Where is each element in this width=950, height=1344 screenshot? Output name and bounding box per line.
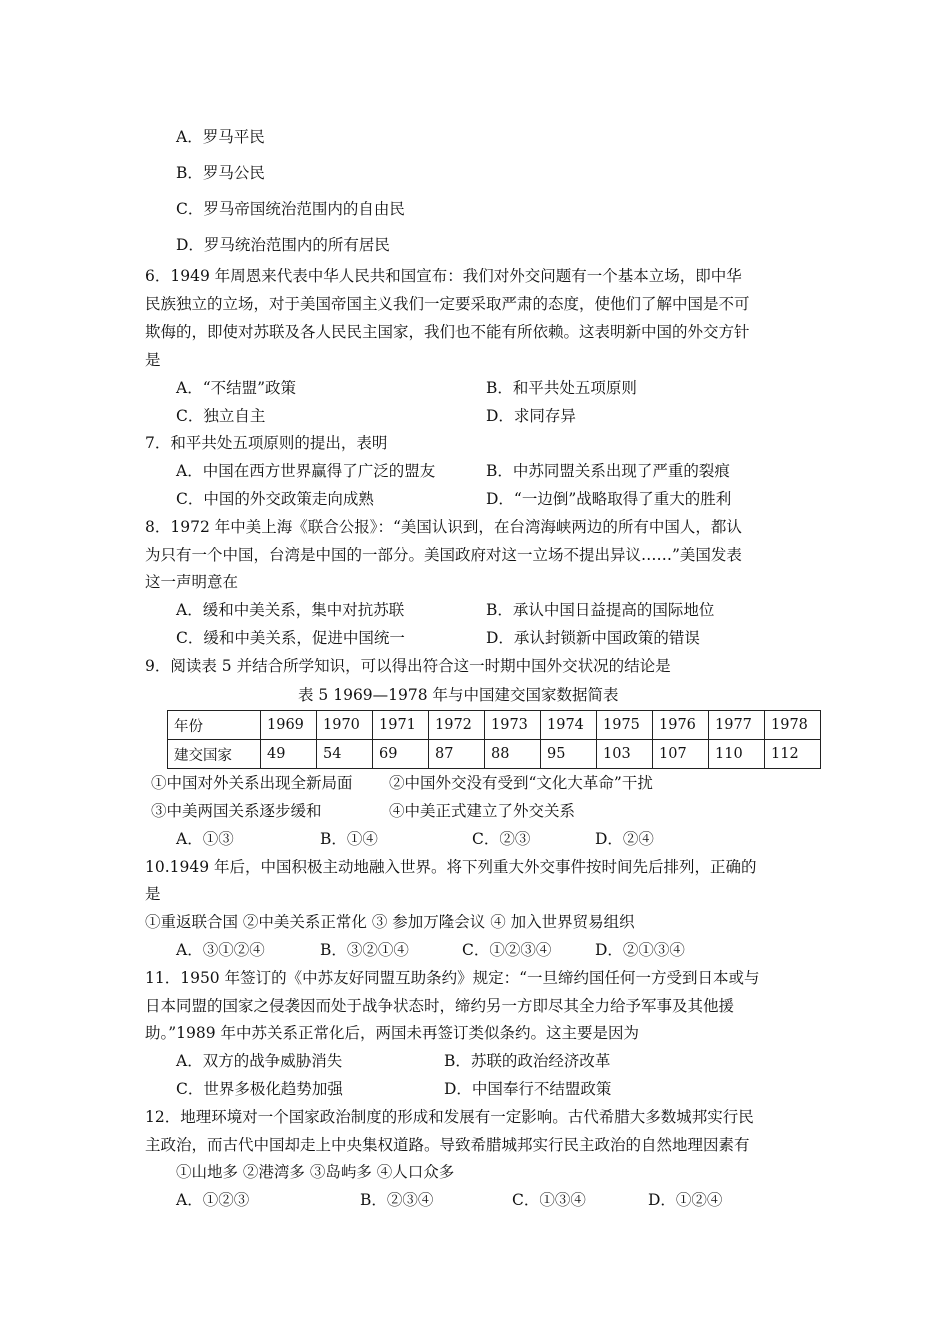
table-cell-year: 1977 bbox=[709, 711, 765, 740]
q9-option-c: C．②③ bbox=[472, 830, 531, 848]
table-cell-count: 103 bbox=[597, 740, 653, 769]
table-cell-year: 1971 bbox=[373, 711, 429, 740]
q11-option-d: D．中国奉行不结盟政策 bbox=[444, 1080, 612, 1098]
q6-option-a: A．“不结盟”政策 bbox=[176, 379, 297, 397]
q6-stem-line3: 欺侮的，即使对苏联及各人民民主国家，我们也不能有所依赖。这表明新中国的外交方针 bbox=[145, 323, 750, 341]
q12-option-b: B．②③④ bbox=[360, 1191, 434, 1209]
q6-option-c: C．独立自主 bbox=[176, 407, 266, 425]
q11-option-c: C．世界多极化趋势加强 bbox=[176, 1080, 343, 1098]
q8-option-c: C．缓和中美关系，促进中国统一 bbox=[176, 629, 405, 647]
q5-option-a: A．罗马平民 bbox=[176, 128, 265, 146]
table-cell-count: 95 bbox=[541, 740, 597, 769]
q6-stem-line1: 6．1949 年周恩来代表中华人民共和国宣布：我们对外交问题有一个基本立场，即中华 bbox=[145, 267, 742, 285]
q9-statement-1: ①中国对外关系出现全新局面 bbox=[151, 774, 353, 792]
q6-stem-line4: 是 bbox=[145, 351, 161, 369]
q11-stem-line2: 日本同盟的国家之侵袭因而处于战争状态时，缔约另一方即尽其全力给予军事及其他援 bbox=[145, 997, 735, 1015]
q8-stem-line2: 为只有一个中国，台湾是中国的一部分。美国政府对这一立场不提出异议……”美国发表 bbox=[145, 546, 742, 564]
q10-stem-line1: 10.1949 年后，中国积极主动地融入世界。将下列重大外交事件按时间先后排列，正确的 bbox=[145, 858, 757, 876]
q12-option-c: C．①③④ bbox=[512, 1191, 586, 1209]
table-cell-count: 112 bbox=[765, 740, 821, 769]
q12-factors: ①山地多 ②港湾多 ③岛屿多 ④人口众多 bbox=[176, 1163, 455, 1181]
q9-stem: 9．阅读表 5 并结合所学知识，可以得出符合这一时期中国外交状况的结论是 bbox=[145, 657, 671, 675]
table-cell-year: 1973 bbox=[485, 711, 541, 740]
table-cell-count: 54 bbox=[317, 740, 373, 769]
q7-option-c: C．中国的外交政策走向成熟 bbox=[176, 490, 374, 508]
table-cell-count: 87 bbox=[429, 740, 485, 769]
q11-option-b: B．苏联的政治经济改革 bbox=[444, 1052, 611, 1070]
table-row-label: 建交国家 bbox=[168, 740, 261, 769]
table-cell-count: 69 bbox=[373, 740, 429, 769]
q7-stem: 7．和平共处五项原则的提出，表明 bbox=[145, 434, 388, 452]
q12-option-a: A．①②③ bbox=[176, 1191, 250, 1209]
table-cell-year: 1978 bbox=[765, 711, 821, 740]
q11-stem-line1: 11．1950 年签订的《中苏友好同盟互助条约》规定：“一旦缔约国任何一方受到日本或与 bbox=[145, 969, 760, 987]
q12-stem-line2: 主政治，而古代中国却走上中央集权道路。导致希腊城邦实行民主政治的自然地理因素有 bbox=[145, 1136, 750, 1154]
q7-option-a: A．中国在西方世界赢得了广泛的盟友 bbox=[176, 462, 436, 480]
table-row-year bbox=[168, 711, 821, 740]
table-cell-year: 1974 bbox=[541, 711, 597, 740]
q12-option-d: D．①②④ bbox=[648, 1191, 723, 1209]
q9-option-d: D．②④ bbox=[595, 830, 654, 848]
q5-option-d: D．罗马统治范围内的所有居民 bbox=[176, 236, 390, 254]
q10-option-d: D．②①③④ bbox=[595, 941, 685, 959]
q6-option-d: D．求同存异 bbox=[486, 407, 576, 425]
q8-option-a: A．缓和中美关系，集中对抗苏联 bbox=[176, 601, 405, 619]
table-cell-count: 107 bbox=[653, 740, 709, 769]
q9-statement-2: ②中国外交没有受到“文化大革命”干扰 bbox=[389, 774, 653, 792]
table-cell-count: 49 bbox=[261, 740, 317, 769]
q8-stem-line3: 这一声明意在 bbox=[145, 573, 239, 591]
q10-stem-line2: 是 bbox=[145, 885, 161, 903]
q8-option-d: D．承认封锁新中国政策的错误 bbox=[486, 629, 700, 647]
q5-option-c: C．罗马帝国统治范围内的自由民 bbox=[176, 200, 405, 218]
table-cell-year: 1972 bbox=[429, 711, 485, 740]
q9-statement-3: ③中美两国关系逐步缓和 bbox=[151, 802, 322, 820]
q10-events: ①重返联合国 ②中美关系正常化 ③ 参加万隆会议 ④ 加入世界贸易组织 bbox=[145, 913, 635, 931]
table-cell-count: 88 bbox=[485, 740, 541, 769]
table-caption: 表 5 1969—1978 年与中国建交国家数据简表 bbox=[298, 686, 619, 704]
q5-option-b: B．罗马公民 bbox=[176, 164, 265, 182]
table-cell-year: 1969 bbox=[261, 711, 317, 740]
table-cell-count: 110 bbox=[709, 740, 765, 769]
q6-option-b: B．和平共处五项原则 bbox=[486, 379, 637, 397]
q9-option-a: A．①③ bbox=[176, 830, 234, 848]
q8-option-b: B．承认中国日益提高的国际地位 bbox=[486, 601, 715, 619]
q10-option-c: C．①②③④ bbox=[462, 941, 552, 959]
table-cell-year: 1976 bbox=[653, 711, 709, 740]
q7-option-b: B．中苏同盟关系出现了严重的裂痕 bbox=[486, 462, 730, 480]
q12-stem-line1: 12．地理环境对一个国家政治制度的形成和发展有一定影响。古代希腊大多数城邦实行民 bbox=[145, 1108, 754, 1126]
q6-stem-line2: 民族独立的立场，对于美国帝国主义我们一定要采取严肃的态度，使他们了解中国是不可 bbox=[145, 295, 750, 313]
q9-option-b: B．①④ bbox=[320, 830, 378, 848]
table-row-count bbox=[168, 740, 821, 769]
q7-option-d: D．“一边倒”战略取得了重大的胜利 bbox=[486, 490, 732, 508]
q9-statement-4: ④中美正式建立了外交关系 bbox=[389, 802, 576, 820]
table-cell-year: 1975 bbox=[597, 711, 653, 740]
q10-option-b: B．③②①④ bbox=[320, 941, 409, 959]
q11-stem-line3: 助。”1989 年中苏关系正常化后，两国未再签订类似条约。这主要是因为 bbox=[145, 1024, 640, 1042]
q10-option-a: A．③①②④ bbox=[176, 941, 265, 959]
q11-option-a: A．双方的战争威胁消失 bbox=[176, 1052, 343, 1070]
table-cell-year: 1970 bbox=[317, 711, 373, 740]
established-relations-table bbox=[167, 710, 821, 769]
table-row-label: 年份 bbox=[168, 711, 261, 740]
q8-stem-line1: 8．1972 年中美上海《联合公报》：“美国认识到，在台湾海峡两边的所有中国人，都认 bbox=[145, 518, 742, 536]
